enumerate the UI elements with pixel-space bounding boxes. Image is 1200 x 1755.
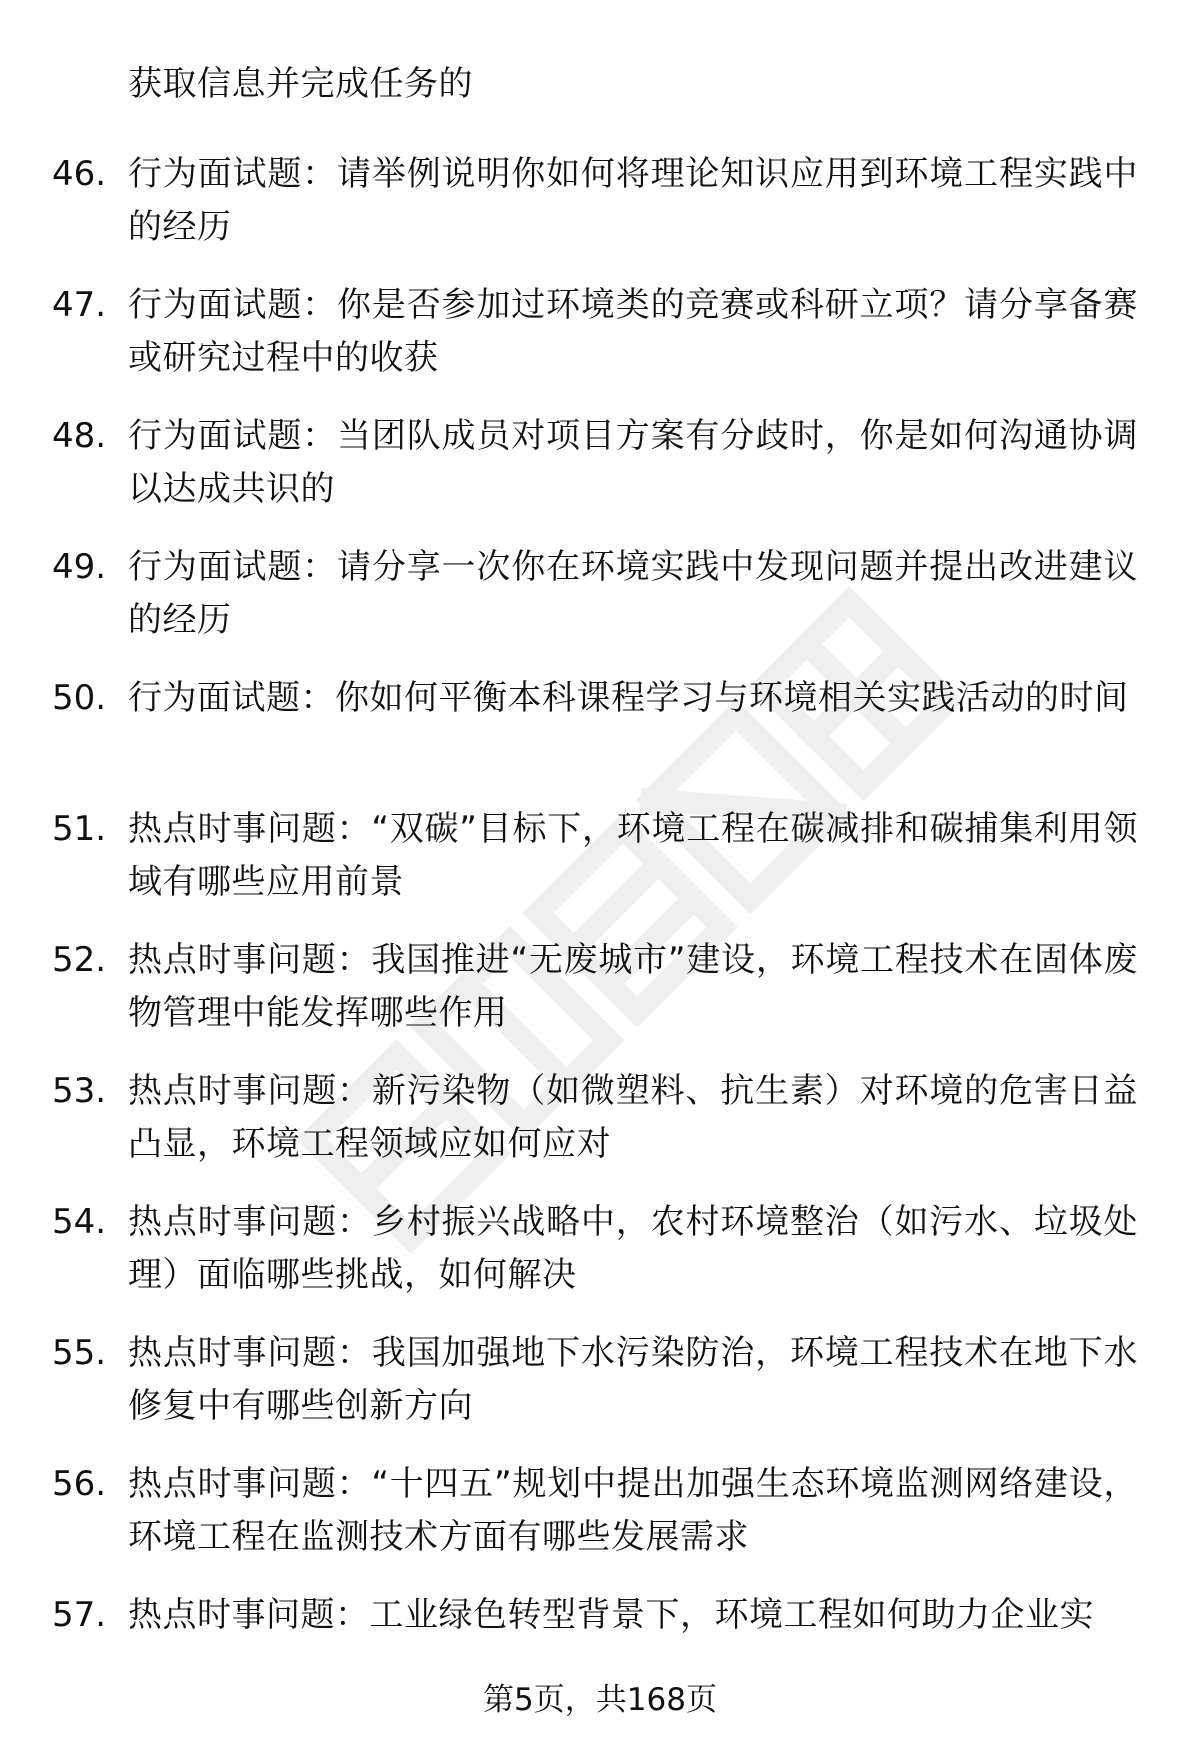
question-item [0, 1458, 1200, 1586]
question-text: 行为面试题：你如何平衡本科课程学习与环境相关实践活动的时间 [128, 678, 1129, 718]
question-text: 热点时事问题：“双碳”目标下，环境工程在碳减排和碳捕集利用领域有哪些应用前景 [128, 809, 1138, 902]
question-text: 热点时事问题：我国推进“无废城市”建设，环境工程技术在固体废物管理中能发挥哪些作用 [128, 940, 1138, 1033]
question-item [0, 410, 1200, 538]
question-number: 50. [52, 678, 107, 718]
question-text: 热点时事问题：工业绿色转型背景下，环境工程如何助力企业实 [128, 1595, 1094, 1635]
question-item [0, 803, 1200, 931]
question-text: 热点时事问题：新污染物（如微塑料、抗生素）对环境的危害日益凸显，环境工程领域应如何应对 [128, 1071, 1138, 1164]
continuation-text: 获取信息并完成任务的 [128, 64, 473, 104]
question-number: 52. [52, 940, 107, 980]
question-number: 56. [52, 1464, 107, 1504]
question-item [0, 934, 1200, 1062]
question-item [0, 1327, 1200, 1455]
question-number: 46. [52, 154, 107, 194]
question-text: 行为面试题：请分享一次你在环境实践中发现问题并提出改进建议的经历 [128, 547, 1138, 640]
question-number: 51. [52, 809, 107, 849]
question-item [0, 148, 1200, 276]
question-item [0, 1065, 1200, 1193]
question-text: 热点时事问题：“十四五”规划中提出加强生态环境监测网络建设，环境工程在监测技术方面有哪些发展需求 [128, 1464, 1138, 1557]
question-text: 行为面试题：请举例说明你如何将理论知识应用到环境工程实践中的经历 [128, 154, 1138, 247]
question-number: 53. [52, 1071, 107, 1111]
question-item [0, 279, 1200, 407]
question-number: 54. [52, 1202, 107, 1242]
question-text: 热点时事问题：我国加强地下水污染防治，环境工程技术在地下水修复中有哪些创新方向 [128, 1333, 1138, 1426]
question-item [0, 541, 1200, 669]
question-list [0, 148, 1200, 1720]
question-number: 57. [52, 1595, 107, 1635]
question-text: 热点时事问题：乡村振兴战略中，农村环境整治（如污水、垃圾处理）面临哪些挑战，如何解决 [128, 1202, 1138, 1295]
question-number: 49. [52, 547, 107, 587]
question-number: 47. [52, 285, 107, 325]
page-footer: 第5页，共168页 [483, 1682, 717, 1718]
question-text: 行为面试题：你是否参加过环境类的竞赛或科研立项？请分享备赛或研究过程中的收获 [128, 285, 1138, 378]
question-number: 55. [52, 1333, 107, 1373]
question-number: 48. [52, 416, 107, 456]
question-item [0, 1196, 1200, 1324]
question-item [0, 672, 1200, 800]
question-text: 行为面试题：当团队成员对项目方案有分歧时，你是如何沟通协调以达成共识的 [128, 416, 1138, 509]
